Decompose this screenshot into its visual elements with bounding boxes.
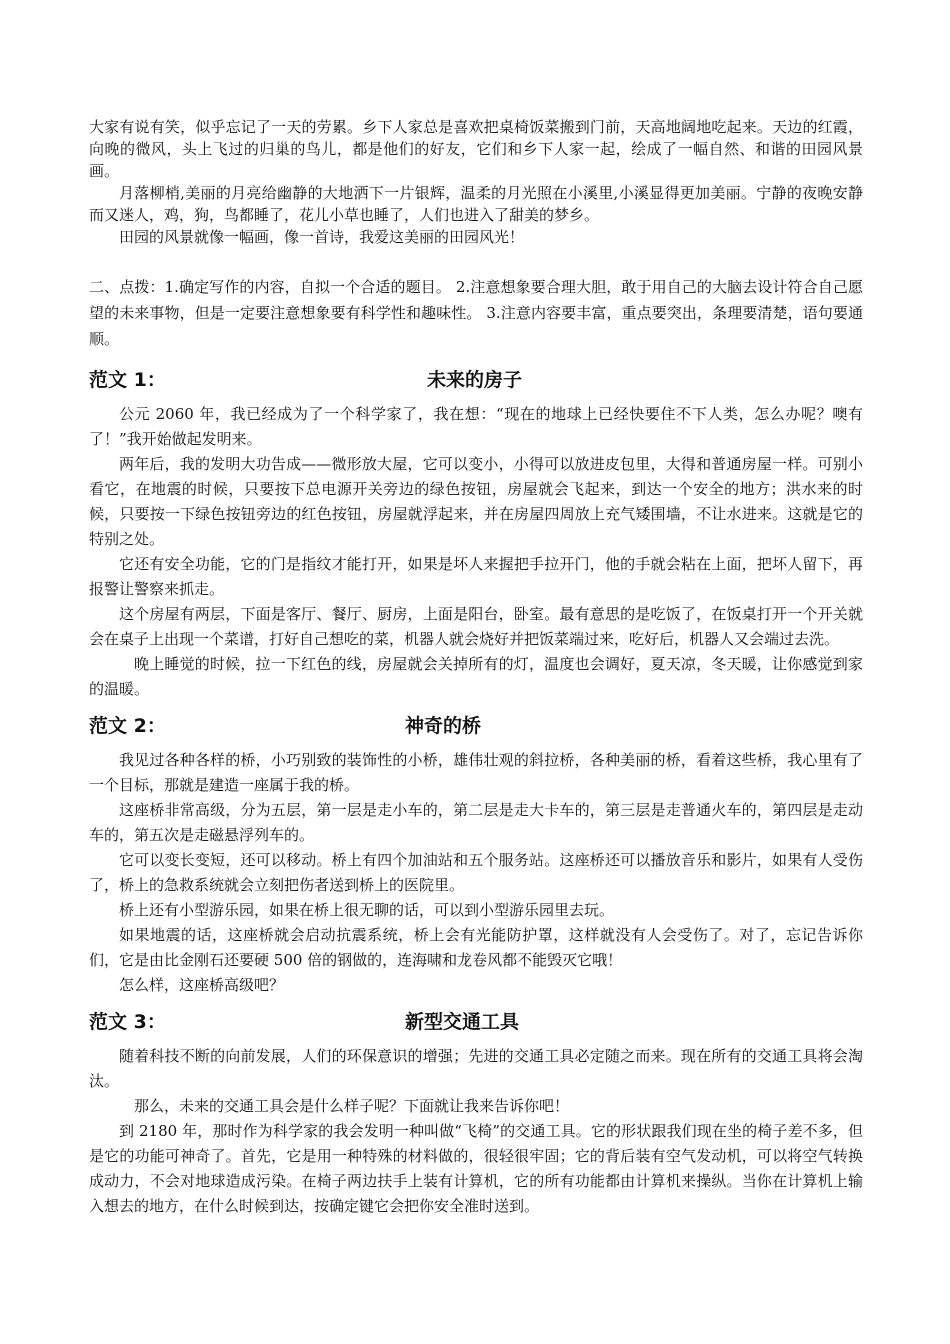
model-essay-1 [89, 364, 863, 702]
essay-paragraph: 桥上还有小型游乐园，如果在桥上很无聊的话，可以到小型游乐园里去玩。 [119, 901, 615, 919]
essay-body [89, 402, 863, 702]
essay-paragraph: 它还有安全功能，它的门是指纹才能打开，如果是坏人来握把手拉开门，他的手就会粘在上面，把坏人留下，再报警让警察来抓走。 [89, 555, 863, 598]
essay-paragraph: 晚上睡觉的时候，拉一下红色的线，房屋就会关掉所有的灯，温度也会调好，夏天凉，冬天暖，让你感觉到家的温暖。 [89, 655, 863, 698]
intro-paragraph: 月落柳梢,美丽的月亮给幽静的大地洒下一片银辉，温柔的月光照在小溪里,小溪显得更加美丽。宁静的夜晚安静而又迷人，鸡，狗，鸟都睡了，花儿小草也睡了，人们也进入了甜美的梦乡。 [89, 184, 863, 224]
essay-paragraph: 两年后，我的发明大功告成——微形放大屋，它可以变小，小得可以放进皮包里，大得和普通房屋一样。可别小看它，在地震的时候，只要按下总电源开关旁边的绿色按钮，房屋就会飞起来，到达一个安全的地方；洪水来的时候，只要按一下绿色按钮旁边的红色按钮，房屋就浮起来，并在房屋四周放上充气矮围墙，不让水进来。这就是它的特别之处。 [89, 455, 863, 548]
essay-body [89, 1044, 863, 1219]
essay-paragraph: 这个房屋有两层，下面是客厅、餐厅、厨房，上面是阳台，卧室。最有意思的是吃饭了，在饭桌打开一个开关就会在桌子上出现一个菜谱，打好自己想吃的菜，机器人就会烧好并把饭菜端过来，吃好后，机器人又会端过去洗。 [89, 605, 863, 648]
essay-paragraph: 到 2180 年，那时作为科学家的我会发明一种叫做“飞椅”的交通工具。它的形状跟我们现在坐的椅子差不多，但是它的功能可神奇了。首先，它是用一种特殊的材料做的，很轻很牢固；它的背后装有空气发动机，可以将空气转换成动力，不会对地球造成污染。在椅子两边扶手上装有计算机，它的所有功能都由计算机来操纵。当你在计算机上输入想去的地方，在什么时候到达，按确定键它会把你安全准时送到。 [89, 1122, 863, 1215]
essay-heading [89, 710, 863, 742]
essay-title: 未来的房子 [427, 369, 523, 391]
intro-section [89, 116, 863, 248]
model-essay-2 [89, 710, 863, 998]
essay-heading [89, 364, 863, 396]
essay-paragraph: 如果地震的话，这座桥就会启动抗震系统，桥上会有光能防护罩，这样就没有人会受伤了。对了，忘记告诉你们，它是由比金刚石还要硬 500 倍的钢做的，连海啸和龙卷风都不能毁灭它哦！ [89, 926, 863, 969]
essay-title: 新型交通工具 [405, 1011, 520, 1033]
essay-title: 神奇的桥 [405, 715, 482, 737]
essay-paragraph: 我见过各种各样的桥，小巧别致的装饰性的小桥，雄伟壮观的斜拉桥，各种美丽的桥，看着这些桥，我心里有了一个目标，那就是建造一座属于我的桥。 [89, 751, 863, 794]
intro-paragraph: 大家有说有笑，似乎忘记了一天的劳累。乡下人家总是喜欢把桌椅饭菜搬到门前，天高地阔地吃起来。天边的红霞，向晚的微风，头上飞过的归巢的鸟儿，都是他们的好友，它们和乡下人家一起，绘成了一幅自然、和谐的田园风景画。 [89, 118, 863, 180]
document-page [89, 116, 863, 1219]
essay-heading [89, 1006, 863, 1038]
essay-label: 范文 2： [89, 715, 166, 737]
essay-body [89, 748, 863, 998]
intro-paragraph: 田园的风景就像一幅画，像一首诗，我爱这美丽的田园风光！ [119, 228, 525, 246]
essay-label: 范文 1： [89, 369, 166, 391]
essay-paragraph: 那么，未来的交通工具会是什么样子呢？下面就让我来告诉你吧！ [134, 1097, 570, 1115]
essay-paragraph: 它可以变长变短，还可以移动。桥上有四个加油站和五个服务站。这座桥还可以播放音乐和影片，如果有人受伤了，桥上的急救系统就会立刻把伤者送到桥上的医院里。 [89, 851, 863, 894]
essay-paragraph: 随着科技不断的向前发展，人们的环保意识的增强；先进的交通工具必定随之而来。现在所有的交通工具将会淘汰。 [89, 1047, 863, 1090]
model-essay-3 [89, 1006, 863, 1219]
essay-paragraph: 这座桥非常高级，分为五层，第一层是走小车的，第二层是走大卡车的，第三层是走普通火车的，第四层是走动车的，第五次是走磁悬浮列车的。 [89, 801, 863, 844]
essay-label: 范文 3： [89, 1011, 166, 1033]
essay-paragraph: 公元 2060 年，我已经成为了一个科学家了，我在想：“现在的地球上已经快要住不下人类，怎么办呢？噢有了！”我开始做起发明来。 [89, 405, 863, 448]
writing-tips: 二、点拨：1.确定写作的内容，自拟一个合适的题目。 2.注意想象要合理大胆，敢于用自己的大脑去设计符合自己愿望的未来事物，但是一定要注意想象要有科学性和趣味性。 3.注意内容要丰富，重点要突出，条理要清楚，语句要通顺。 [89, 278, 863, 348]
essay-paragraph: 怎么样，这座桥高级吧？ [119, 976, 285, 994]
